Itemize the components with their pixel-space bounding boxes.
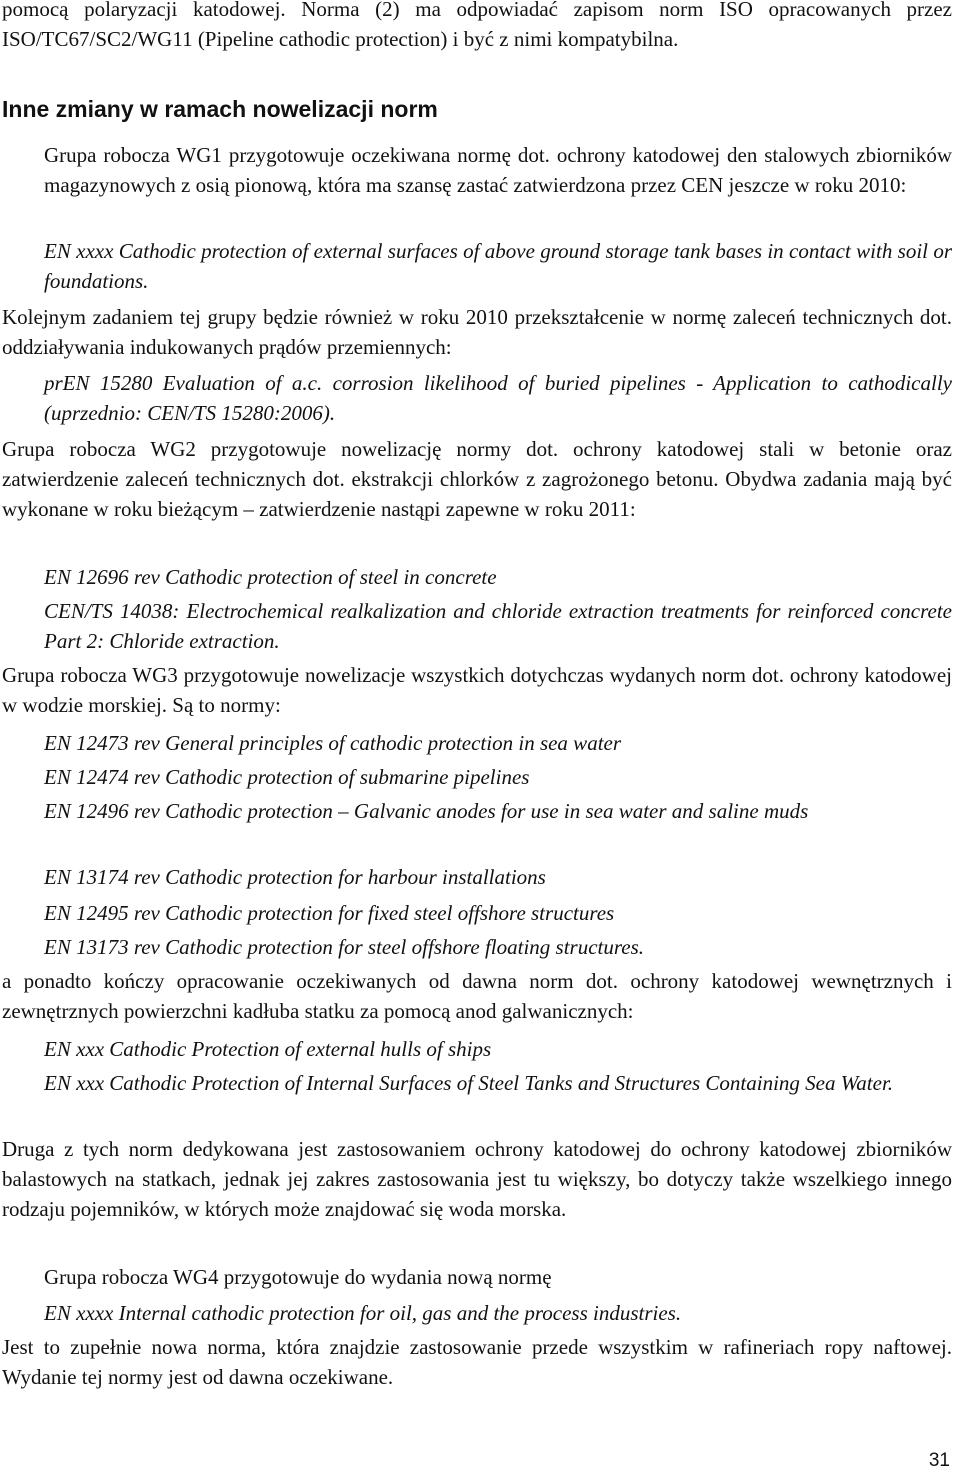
standard-en-12696: EN 12696 rev Cathodic protection of steel in concrete	[44, 565, 497, 589]
section-heading: Inne zmiany w ramach nowelizacji norm	[2, 96, 438, 122]
paragraph-wg1: Grupa robocza WG1 przygotowuje oczekiwana normę dot. ochrony katodowej den stalowych zbiorników magazynowych z osią pionową, która ma szansę zastać zatwierdzona przez CEN jeszcze w roku 2010:	[44, 143, 952, 197]
page-number: 31	[928, 1450, 950, 1471]
standard-en-12495: EN 12495 rev Cathodic protection for fixed steel offshore structures	[44, 901, 615, 925]
standard-en-13174: EN 13174 rev Cathodic protection for harbour installations	[44, 865, 546, 889]
paragraph-hulls-intro: a ponadto kończy opracowanie oczekiwanych od dawna norm dot. ochrony katodowej wewnętrznych i zewnętrznych powierzchni kadłuba statku za pomocą anod galwanicznych:	[2, 969, 952, 1023]
paragraph-wg2: Grupa robocza WG2 przygotowuje nowelizację normy dot. ochrony katodowej stali w betonie oraz zatwierdzenie zaleceń technicznych dot. ekstrakcji chlorków z zagrożonego betonu. Obydwa zadania mają być wykonane w roku bieżącym – zatwierdzenie nastąpi zapewne w roku 2011:	[2, 437, 952, 521]
standard-en-12474: EN 12474 rev Cathodic protection of submarine pipelines	[44, 765, 530, 789]
standard-cen-ts-14038: CEN/TS 14038: Electrochemical realkalization and chloride extraction treatments for reinforced concrete Part 2: Chloride extraction.	[44, 599, 952, 653]
paragraph-wg1-next-task: Kolejnym zadaniem tej grupy będzie również w roku 2010 przekształcenie w normę zaleceń technicznych dot. oddziaływania indukowanych prądów przemiennych:	[2, 305, 952, 359]
standard-en-xxx-hulls: EN xxx Cathodic Protection of external hulls of ships	[44, 1037, 492, 1061]
paragraph-wg4: Grupa robocza WG4 przygotowuje do wydania nową normę	[44, 1265, 552, 1289]
paragraph-wg3: Grupa robocza WG3 przygotowuje nowelizacje wszystkich dotychczas wydanych norm dot. ochrony katodowej w wodzie morskiej. Są to normy:	[2, 663, 952, 717]
standard-en-xxx-internal-tanks: EN xxx Cathodic Protection of Internal Surfaces of Steel Tanks and Structures Containing Sea Water.	[44, 1071, 894, 1095]
standard-en-12496: EN 12496 rev Cathodic protection – Galvanic anodes for use in sea water and saline muds	[44, 799, 809, 823]
standard-en-xxxx-internal-oil-gas: EN xxxx Internal cathodic protection for oil, gas and the process industries.	[44, 1301, 682, 1325]
paragraph-closing: Jest to zupełnie nowa norma, która znajdzie zastosowanie przede wszystkim w rafineriach ropy naftowej. Wydanie tej normy jest od dawna oczekiwane.	[2, 1335, 952, 1389]
paragraph-ballast-tanks: Druga z tych norm dedykowana jest zastosowaniem ochrony katodowej do ochrony katodowej zbiorników balastowych na statkach, jednak jej zakres zastosowania jest tu większy, bo dotyczy także wszelkiego innego rodzaju pojemników, w których może znajdować się woda morska.	[2, 1137, 952, 1221]
standard-en-13173: EN 13173 rev Cathodic protection for steel offshore floating structures.	[44, 935, 645, 959]
standard-en-xxxx-tank-bases: EN xxxx Cathodic protection of external surfaces of above ground storage tank bases in contact with soil or foundations.	[44, 239, 952, 293]
standard-pren-15280: prEN 15280 Evaluation of a.c. corrosion likelihood of buried pipelines - Application to cathodically (uprzednio: CEN/TS 15280:2006).	[44, 371, 952, 425]
standard-en-12473: EN 12473 rev General principles of cathodic protection in sea water	[44, 731, 622, 755]
paragraph-intro: pomocą polaryzacji katodowej. Norma (2) ma odpowiadać zapisom norm ISO opracowanych przez ISO/TC67/SC2/WG11 (Pipeline cathodic protection) i być z nimi kompatybilna.	[2, 0, 952, 51]
